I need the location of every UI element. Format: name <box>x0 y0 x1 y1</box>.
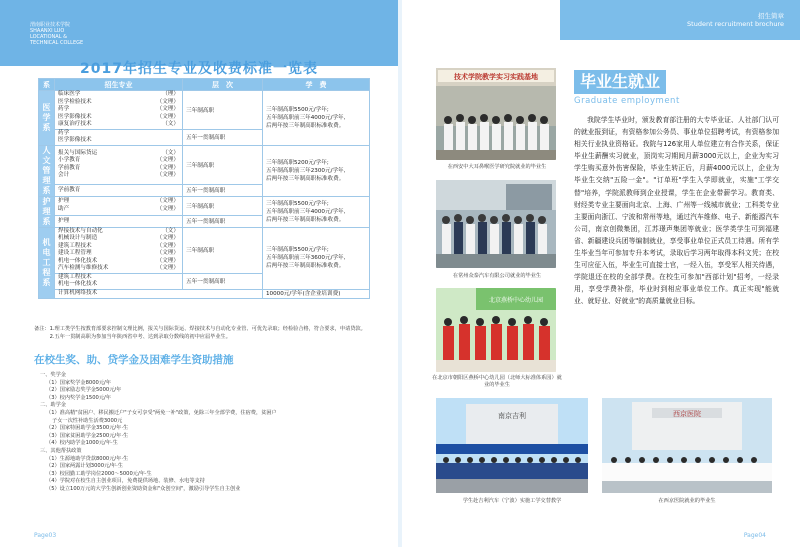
major-subject: （文理） <box>156 198 179 205</box>
aid-item: （5）设立100万元的大学生创新创业资助资金和"众创空间"，激励引导学生自主创业 <box>46 485 241 492</box>
caption-ent-hospital: 在西安中大耳鼻喉医学研究院就业的毕业生 <box>447 164 547 170</box>
major-name: 护理 <box>58 198 70 205</box>
right-page <box>402 0 800 547</box>
left-page <box>0 0 398 547</box>
majors-cell <box>55 145 183 185</box>
aid-item: 一、奖学金 <box>40 372 66 378</box>
group-photo-image <box>436 288 556 372</box>
aid-item: （3）国家贫困助学金2500元/年·生 <box>46 432 129 439</box>
group-photo-image <box>602 398 772 493</box>
major-subject: （文） <box>162 121 179 127</box>
fee-table-row <box>39 289 370 298</box>
caption-xijing: 在西京医院就业的毕业生 <box>658 498 716 504</box>
major-name: 医学影像技术 <box>58 137 92 143</box>
fee-cell: 三年制高职5200元/学年; 五年制高职前三年2300元/学年, 后两年按三年制高职标准收费。 <box>263 145 370 196</box>
dept-cell: 机电工程系 <box>39 227 55 298</box>
note-2: 2.五年一贯制高职为参加当年陕西省中考、达到录取分数线的初中应届毕业生。 <box>34 333 231 340</box>
major-subject: （文） <box>162 227 179 234</box>
col-header-fee: 学 费 <box>263 79 370 91</box>
brochure-header-en: Student recruitment brochure <box>687 20 784 28</box>
major-name: 护理 <box>58 217 70 224</box>
aid-list <box>40 372 370 494</box>
major-item <box>58 114 179 122</box>
page-number-left: Page03 <box>34 532 57 539</box>
level-cell: 三年制高职 <box>183 91 263 130</box>
aid-item: 二、助学金 <box>40 402 66 409</box>
aid-item: （1）生源地助学贷款8000元/年·生 <box>46 455 129 462</box>
major-name: 小学教育 <box>58 157 81 164</box>
photo-zotye <box>436 180 556 268</box>
fee-cell: 三年制高职5500元/学年; 五年制高职前三年4000元/学年, 后两年按三年制高职标准收费。 <box>263 196 370 227</box>
major-subject: （文理） <box>156 265 179 271</box>
major-item <box>58 243 179 251</box>
majors-cell <box>55 91 183 130</box>
major-subject: （文理） <box>156 205 179 212</box>
major-name: 药学 <box>58 106 70 112</box>
major-item <box>58 130 179 138</box>
caption-zotye: 在常州众泰汽车有限公司就业的毕业生 <box>452 273 542 279</box>
major-item <box>58 235 179 243</box>
dept-cell: 人文管理系 <box>39 145 55 196</box>
majors-cell <box>55 273 183 289</box>
major-item <box>58 198 179 206</box>
photo-xijing <box>602 398 772 493</box>
table-notes <box>34 326 374 341</box>
school-name-en-1: SHAANXI LUO <box>30 28 65 34</box>
major-name: 助产 <box>58 205 70 212</box>
col-header-dept: 系 <box>39 79 55 91</box>
school-name <box>30 22 150 46</box>
sign-text: 北京燕桥中心幼儿园 <box>488 297 544 304</box>
major-item <box>58 265 179 273</box>
fee-cell: 三年制高职5500元/学年; 五年制高职前三年3600元/学年, 后两年按三年制高职标准收费。 <box>263 227 370 289</box>
fee-table-row <box>39 227 370 273</box>
caption-kindergarten: 在北京市朝阳区燕桥中心幼儿园（北师大标准体系园）就业的毕业生 <box>432 375 562 388</box>
level-cell: 三年制高职 <box>183 196 263 216</box>
majors-cell <box>55 129 183 145</box>
major-subject: （文理） <box>156 242 179 249</box>
major-item <box>58 99 179 107</box>
note-1: 备注：1.理工类学生按教育部要求控制文理比例，报关与国际货运、焊接技术与自动化专业管、可优先录取；经检验合格，符合要求，申请贷款。 <box>34 326 366 332</box>
major-name: 汽车检测与维修技术 <box>58 265 109 271</box>
fee-table-row <box>39 145 370 185</box>
major-item <box>58 206 179 214</box>
major-item <box>58 187 179 195</box>
building-sign-text: 南京吉利 <box>498 412 526 420</box>
major-name: 机械设计与制造 <box>58 235 98 241</box>
level-cell: 三年制高职 <box>183 227 263 273</box>
majors-cell <box>55 196 183 216</box>
level-cell: 五年一贯制高职 <box>183 185 263 196</box>
majors-cell <box>55 185 183 196</box>
major-name: 学前教育 <box>58 164 81 171</box>
aid-item: （3）校园勤工助学岗位2000～5000元/年·生 <box>46 470 152 477</box>
major-subject: （文理） <box>156 106 179 112</box>
employment-subtitle: Graduate employment <box>574 96 680 106</box>
major-subject: （理） <box>162 91 179 97</box>
majors-cell <box>55 227 183 273</box>
aid-item: （4）学院对在校生自主创业项目，免费提供场地、装修、水电等支持 <box>46 478 205 485</box>
level-cell: 五年一贯制高职 <box>183 129 263 145</box>
fee-table-title: 2017年招生专业及收费标准一览表 <box>80 61 318 77</box>
major-name: 机电一体化技术 <box>58 281 98 287</box>
aid-item: （1）准高精"贫困户、移民搬迁户"子女可享受"两免一补"政策，免除三年全部学费，住宿费，贫困户 <box>46 409 277 416</box>
aid-item: （1）国家奖学金8000元/年 <box>46 379 111 386</box>
major-subject: （文理） <box>156 172 179 179</box>
employment-title: 毕业生就业 <box>574 70 666 94</box>
brochure-header-cn: 招生简章 <box>758 12 784 20</box>
major-item <box>58 258 179 266</box>
major-subject: （文理） <box>156 113 179 120</box>
major-item <box>58 274 179 282</box>
major-subject: （文理） <box>156 164 179 171</box>
major-item <box>58 281 179 289</box>
major-item <box>58 290 259 298</box>
aid-item: （2）国家励志奖学金5000元/年 <box>46 387 122 394</box>
major-subject: （文理） <box>156 98 179 105</box>
major-subject: （文） <box>162 149 179 156</box>
major-name: 医学检验技术 <box>58 98 92 105</box>
school-name-en-2: LOCATIONAL & <box>30 34 67 40</box>
caption-geely: 学生赴吉利汽车（宁波）实施工学交替教学 <box>462 498 562 504</box>
major-subject: （文理） <box>156 157 179 164</box>
dept-cell: 护理系 <box>39 196 55 227</box>
aid-item: （4）校内助学金1000元/年·生 <box>46 440 118 447</box>
major-name: 学前教育 <box>58 186 81 193</box>
group-photo-image <box>436 68 556 160</box>
group-photo-image <box>436 398 588 493</box>
col-header-major: 招生专业 <box>55 79 183 91</box>
major-item <box>58 91 179 99</box>
page-number-right: Page04 <box>743 532 766 539</box>
aid-item: （3）校内奖学金1500元/年 <box>46 394 111 401</box>
major-name: 临床医学 <box>58 91 81 97</box>
aid-item: 三、其他帮扶政策 <box>40 447 82 454</box>
major-item <box>58 172 179 180</box>
photo-ent-hospital <box>436 68 556 160</box>
major-name: 计算机网络技术 <box>58 289 98 296</box>
fee-cell: 三年制高职5500元/学年; 五年制高职前三年4000元/学年, 后两年按三年制高职标准收费。 <box>263 91 370 146</box>
major-name: 报关与国际货运 <box>58 149 98 156</box>
dept-cell: 医学系 <box>39 91 55 146</box>
school-name-en-3: TECHNICAL COLLEGE <box>30 40 84 46</box>
banner-text: 技术学院教学实习实践基地 <box>454 73 538 81</box>
fee-table-row <box>39 91 370 130</box>
major-name: 建筑工程技术 <box>58 242 92 249</box>
aid-item: 子女一次性补助生活费3000元 <box>52 417 123 424</box>
col-header-level: 层 次 <box>183 79 263 91</box>
level-cell: 五年一贯制高职 <box>183 273 263 289</box>
major-name: 建设工程管理 <box>58 250 92 256</box>
majors-cell <box>55 289 263 298</box>
school-name-cn: 渭南职业技术学院 <box>30 22 71 28</box>
photo-kindergarten <box>436 288 556 372</box>
major-name: 机电一体化技术 <box>58 257 98 264</box>
aid-item: （2）国家特困助学金3500元/年·生 <box>46 425 129 432</box>
majors-cell <box>55 216 183 227</box>
major-name: 建筑工程技术 <box>58 273 92 280</box>
major-item <box>58 106 179 114</box>
major-subject: （文理） <box>156 250 179 256</box>
major-item <box>58 228 179 236</box>
fee-table <box>38 78 370 299</box>
employment-body: 我院学生毕业时，颁发教育部注册的大专毕业证、人社部门认可的就业报到证，有资格参加公务员、事业单位招聘考试，有资格参加相关行业执业资格证。我院与126家用人单位建立有合作关系，保证毕业生薪酬实习就业，顶岗实习期间月薪3000元以上，企业为实习学生购买意外伤害保险，毕业生转正后，月薪4000元以上，企业为毕业生交纳"五险一金"。"订单班"学生入学即就业，实施"工学交替"培养，学院派教师到企业授课，学生在企业带薪学习。教育类、财经类专业主要面向北京、上海、广州等一线城市就业；工科类专业主要面向浙江、宁波和常州等地，通过汽车维修、电子、新能源汽车公司，南京创微集团，江苏璟声集团等就业；医学类学生可到福建省、新疆建设兵团等编制就业，享受事业单位正式员工待遇。所有学生毕业当年可参加专升本考试，录取后学习两年取得本科文凭；在校生可应征入伍，毕业生可直接士官，一经入伍，享受军人相关待遇，学院退还在校的全部学费。在校生可参加"西部计划"招考，一经录用，享受学费补偿，毕业时到相应事业单位工作。真正实现"能就业、就好业、好就业"的高质量就业目标。 <box>574 116 779 306</box>
major-item <box>58 121 179 129</box>
level-cell: 五年一贯制高职 <box>183 216 263 227</box>
major-name: 康复治疗技术 <box>58 121 92 127</box>
major-item <box>58 137 179 145</box>
hospital-sign-text: 西京医院 <box>673 410 701 418</box>
major-item <box>58 157 179 165</box>
major-item <box>58 218 179 226</box>
level-cell: 三年制高职 <box>183 145 263 185</box>
major-subject: （文理） <box>156 257 179 264</box>
major-name: 会计 <box>58 172 70 179</box>
major-name: 药学 <box>58 129 70 136</box>
major-item <box>58 250 179 258</box>
aid-item: （2）国家两露计划3000元/年·生 <box>46 463 123 470</box>
photo-geely <box>436 398 588 493</box>
major-subject: （文理） <box>156 235 179 241</box>
brochure-header <box>687 12 784 28</box>
group-photo-image <box>436 180 556 268</box>
aid-title: 在校生奖、助、贷学金及困难学生资助措施 <box>34 354 234 366</box>
fee-table-row <box>39 196 370 216</box>
major-name: 焊接技术与自动化 <box>58 227 103 234</box>
major-name: 医学影像技术 <box>58 113 92 120</box>
fee-cell: 10000元/学年(含企业培训费) <box>263 289 370 298</box>
